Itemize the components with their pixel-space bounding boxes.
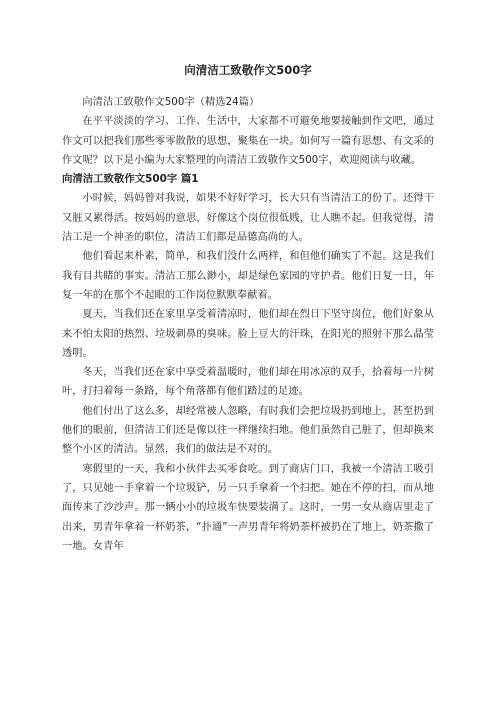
body-paragraph-4: 冬天，当我们还在家中享受着温暖时，他们却在用冰凉的双手，拾着每一片树叶，打扫着每一条路，每个角落都有他们踏过的足迹。	[62, 367, 434, 398]
body-paragraph-3: 夏天，当我们还在家里享受着清凉时，他们却在烈日下坚守岗位，他们好象从来不怕太阳的热烈、垃圾刺鼻的臭味。脸上豆大的汗珠，在阳光的照射下那么晶莹透明。	[62, 309, 434, 359]
body-paragraph-5: 他们付出了这么多，却经常被人忽略，有时我们会把垃圾扔到地上，甚至扔到他们的眼前，但清洁工们还是像以往一样继续扫地。他们虽然自己脏了，但却换来整个小区的清洁。显然，我们的做法是不对的。	[62, 405, 434, 456]
body-paragraph-1: 小时候，妈妈曾对我说，如果不好好学习，长大只有当清洁工的份了。还得干又脏又累得活。按妈妈的意思，好像这个岗位很低贱，让人瞧不起。但我觉得，清洁工是一个神圣的职位，清洁工们都是品德高尚的人。	[62, 193, 434, 244]
body-paragraph-2: 他们看起来朴素，简单，和我们没什么两样，和但他们确实了不起。这是我们我有目共睹的事实。清洁工那么渺小，却是绿色家园的守护者。他们日复一日，年复一年的在那个不起眼的工作岗位默默奉献着。	[62, 251, 434, 301]
intro-paragraph: 在平平淡淡的学习、工作、生活中，大家都不可避免地要接触到作文吧，通过作文可以把我们那些零零散散的思想，聚集在一块。如何写一篇有思想、有文采的作文呢？以下是小编为大家整理的向清洁工致敬作文500字，欢迎阅读与收藏。	[62, 116, 434, 166]
body-paragraph-6: 寒假里的一天，我和小伙伴去买零食吃。到了商店门口，我被一个清洁工吸引了，只见她一手拿着一个垃圾铲，另一只手拿着一个扫把。她在不停的扫，而从地面传来了沙沙声。那一辆小小的垃圾车快要装满了。这时，一男一女从商店里走了出来，男青年拿着一杯奶茶，“扑通”一声男青年将奶茶杯被扔在了地上，奶茶撒了一地。女青年	[62, 463, 434, 552]
intro-paragraph-subtitle: 向清洁工致敬作文500字（精选24篇）	[82, 97, 260, 108]
section-heading: 向清洁工致敬作文500字 篇1	[62, 173, 199, 186]
document-title: 向清洁工致敬作文500字	[184, 63, 312, 77]
